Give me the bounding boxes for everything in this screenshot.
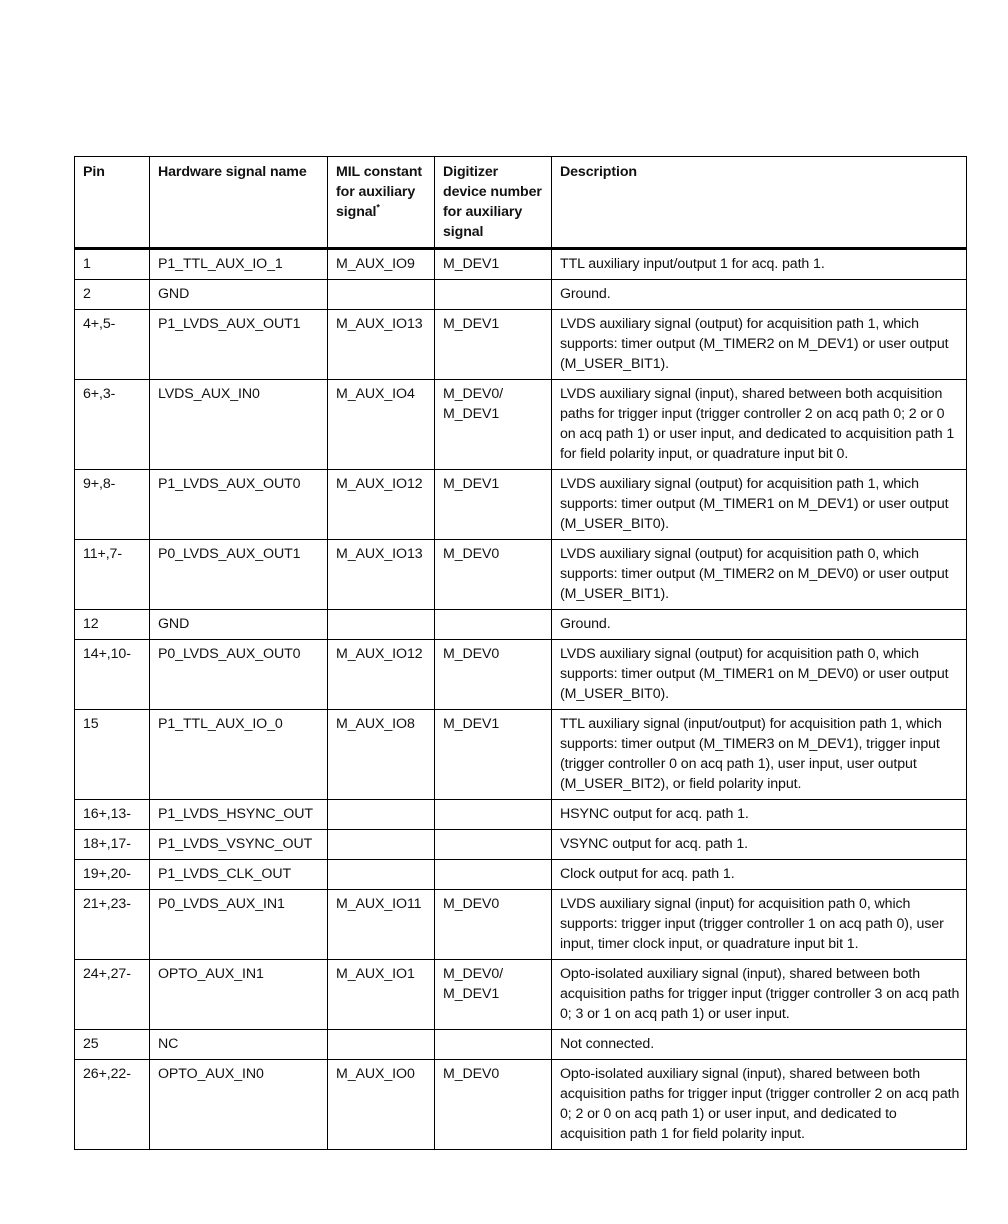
- cell-description: LVDS auxiliary signal (output) for acquisition path 1, which supports: timer output (M_TIMER1 on M_DEV1) or user output (M_USER_BIT0).: [552, 470, 967, 540]
- cell-mil-constant: M_AUX_IO12: [328, 640, 435, 710]
- cell-mil-constant: M_AUX_IO11: [328, 890, 435, 960]
- cell-digitizer-device: M_DEV1: [435, 710, 552, 800]
- cell-digitizer-device: [435, 800, 552, 830]
- cell-hardware-signal-name: P1_LVDS_AUX_OUT0: [150, 470, 328, 540]
- cell-pin: 9+,8-: [75, 470, 150, 540]
- cell-mil-constant: [328, 860, 435, 890]
- cell-mil-constant: [328, 610, 435, 640]
- table-row: [75, 280, 967, 310]
- cell-description: TTL auxiliary signal (input/output) for acquisition path 1, which supports: timer output (M_TIMER3 on M_DEV1), trigger input (trigger controller 0 on acq path 1), user input, user output (M_USER_BIT2), or field polarity input.: [552, 710, 967, 800]
- cell-digitizer-device: M_DEV1: [435, 310, 552, 380]
- header-digitizer-device-number: Digitizer device number for auxiliary signal: [435, 157, 552, 249]
- cell-hardware-signal-name: P1_TTL_AUX_IO_1: [150, 249, 328, 280]
- table-row: [75, 249, 967, 280]
- table-row: [75, 470, 967, 540]
- header-pin: Pin: [75, 157, 150, 249]
- table-row: [75, 960, 967, 1030]
- cell-digitizer-device: M_DEV0/ M_DEV1: [435, 960, 552, 1030]
- header-mil-constant-label: MIL constant for auxiliary signal: [336, 164, 423, 220]
- table-row: [75, 380, 967, 470]
- header-footnote-marker: *: [376, 202, 380, 213]
- cell-mil-constant: M_AUX_IO9: [328, 249, 435, 280]
- cell-digitizer-device: M_DEV0: [435, 1060, 552, 1150]
- header-mil-constant: [328, 157, 435, 249]
- cell-description: Ground.: [552, 280, 967, 310]
- cell-hardware-signal-name: P1_LVDS_VSYNC_OUT: [150, 830, 328, 860]
- cell-digitizer-device: M_DEV1: [435, 470, 552, 540]
- pin-assignment-table: [74, 156, 967, 1150]
- cell-description: Ground.: [552, 610, 967, 640]
- cell-description: Clock output for acq. path 1.: [552, 860, 967, 890]
- cell-description: LVDS auxiliary signal (output) for acquisition path 0, which supports: timer output (M_TIMER1 on M_DEV0) or user output (M_USER_BIT0).: [552, 640, 967, 710]
- table-row: [75, 610, 967, 640]
- cell-digitizer-device: [435, 1030, 552, 1060]
- cell-description: Not connected.: [552, 1030, 967, 1060]
- cell-pin: 21+,23-: [75, 890, 150, 960]
- cell-mil-constant: M_AUX_IO13: [328, 540, 435, 610]
- table-row: [75, 1060, 967, 1150]
- cell-description: LVDS auxiliary signal (input) for acquisition path 0, which supports: trigger input (trigger controller 1 on acq path 0), user input, timer clock input, or quadrature input bit 1.: [552, 890, 967, 960]
- cell-pin: 19+,20-: [75, 860, 150, 890]
- cell-digitizer-device: [435, 830, 552, 860]
- cell-description: Opto-isolated auxiliary signal (input), shared between both acquisition paths for trigger input (trigger controller 2 on acq path 0; 2 or 0 on acq path 1) or user input, and dedicated to acquisition path 1 for field polarity input.: [552, 1060, 967, 1150]
- cell-hardware-signal-name: GND: [150, 280, 328, 310]
- cell-mil-constant: M_AUX_IO13: [328, 310, 435, 380]
- cell-hardware-signal-name: P1_TTL_AUX_IO_0: [150, 710, 328, 800]
- table-row: [75, 890, 967, 960]
- table-row: [75, 540, 967, 610]
- cell-hardware-signal-name: GND: [150, 610, 328, 640]
- table-header-row: [75, 157, 967, 249]
- table-row: [75, 310, 967, 380]
- cell-pin: 26+,22-: [75, 1060, 150, 1150]
- cell-pin: 24+,27-: [75, 960, 150, 1030]
- cell-digitizer-device: M_DEV0: [435, 640, 552, 710]
- cell-description: LVDS auxiliary signal (output) for acquisition path 0, which supports: timer output (M_TIMER2 on M_DEV0) or user output (M_USER_BIT1).: [552, 540, 967, 610]
- cell-hardware-signal-name: OPTO_AUX_IN1: [150, 960, 328, 1030]
- cell-mil-constant: [328, 1030, 435, 1060]
- table-row: [75, 710, 967, 800]
- table-row: [75, 860, 967, 890]
- cell-digitizer-device: M_DEV0: [435, 890, 552, 960]
- table-row: [75, 800, 967, 830]
- table-row: [75, 640, 967, 710]
- cell-hardware-signal-name: P0_LVDS_AUX_OUT1: [150, 540, 328, 610]
- cell-pin: 25: [75, 1030, 150, 1060]
- cell-hardware-signal-name: P0_LVDS_AUX_IN1: [150, 890, 328, 960]
- cell-hardware-signal-name: P1_LVDS_AUX_OUT1: [150, 310, 328, 380]
- cell-hardware-signal-name: LVDS_AUX_IN0: [150, 380, 328, 470]
- cell-pin: 12: [75, 610, 150, 640]
- cell-pin: 6+,3-: [75, 380, 150, 470]
- cell-description: TTL auxiliary input/output 1 for acq. path 1.: [552, 249, 967, 280]
- cell-digitizer-device: [435, 280, 552, 310]
- cell-description: LVDS auxiliary signal (output) for acquisition path 1, which supports: timer output (M_TIMER2 on M_DEV1) or user output (M_USER_BIT1).: [552, 310, 967, 380]
- cell-hardware-signal-name: OPTO_AUX_IN0: [150, 1060, 328, 1150]
- cell-mil-constant: [328, 830, 435, 860]
- cell-pin: 14+,10-: [75, 640, 150, 710]
- cell-description: HSYNC output for acq. path 1.: [552, 800, 967, 830]
- cell-mil-constant: [328, 280, 435, 310]
- cell-mil-constant: M_AUX_IO8: [328, 710, 435, 800]
- cell-pin: 18+,17-: [75, 830, 150, 860]
- header-hardware-signal-name: Hardware signal name: [150, 157, 328, 249]
- cell-description: VSYNC output for acq. path 1.: [552, 830, 967, 860]
- header-description: Description: [552, 157, 967, 249]
- cell-hardware-signal-name: P1_LVDS_CLK_OUT: [150, 860, 328, 890]
- table-body: [75, 249, 967, 1150]
- table-row: [75, 1030, 967, 1060]
- cell-mil-constant: M_AUX_IO12: [328, 470, 435, 540]
- cell-digitizer-device: M_DEV1: [435, 249, 552, 280]
- cell-digitizer-device: [435, 860, 552, 890]
- cell-pin: 4+,5-: [75, 310, 150, 380]
- cell-description: Opto-isolated auxiliary signal (input), shared between both acquisition paths for trigger input (trigger controller 3 on acq path 0; 3 or 1 on acq path 1) or user input.: [552, 960, 967, 1030]
- table-row: [75, 830, 967, 860]
- cell-pin: 11+,7-: [75, 540, 150, 610]
- cell-mil-constant: M_AUX_IO1: [328, 960, 435, 1030]
- cell-mil-constant: [328, 800, 435, 830]
- cell-hardware-signal-name: P0_LVDS_AUX_OUT0: [150, 640, 328, 710]
- cell-description: LVDS auxiliary signal (input), shared between both acquisition paths for trigger input (trigger controller 2 on acq path 0; 2 or 0 on acq path 1) or user input, and dedicated to acquisition path 1 for field polarity input, or quadrature input bit 0.: [552, 380, 967, 470]
- cell-hardware-signal-name: NC: [150, 1030, 328, 1060]
- cell-mil-constant: M_AUX_IO0: [328, 1060, 435, 1150]
- cell-pin: 15: [75, 710, 150, 800]
- cell-digitizer-device: M_DEV0: [435, 540, 552, 610]
- cell-hardware-signal-name: P1_LVDS_HSYNC_OUT: [150, 800, 328, 830]
- cell-pin: 1: [75, 249, 150, 280]
- cell-pin: 2: [75, 280, 150, 310]
- cell-digitizer-device: M_DEV0/ M_DEV1: [435, 380, 552, 470]
- cell-digitizer-device: [435, 610, 552, 640]
- cell-mil-constant: M_AUX_IO4: [328, 380, 435, 470]
- cell-pin: 16+,13-: [75, 800, 150, 830]
